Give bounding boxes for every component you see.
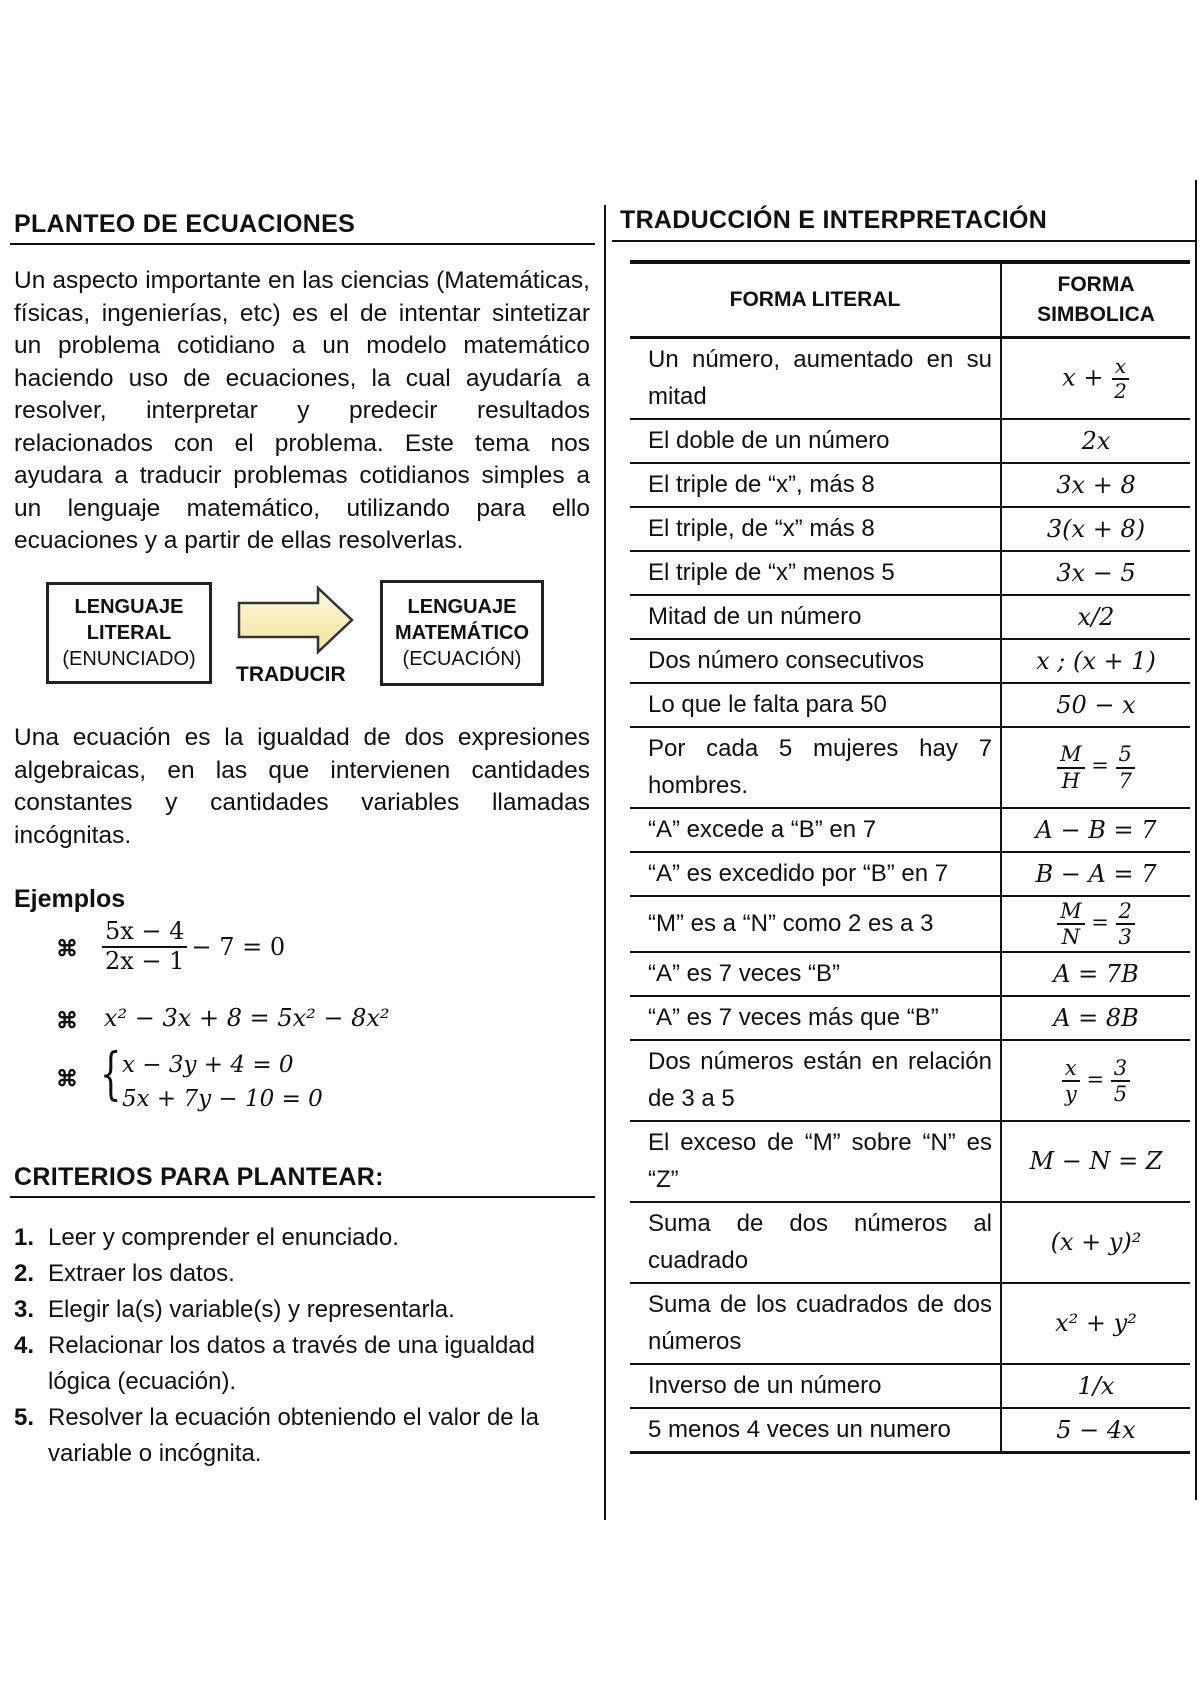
- right-heading-rule: [612, 240, 1197, 242]
- translate-label: TRADUCIR: [236, 663, 346, 686]
- example-2: x² − 3x + 8 = 5x² − 8x²: [104, 1004, 390, 1032]
- example-1-rest: − 7 = 0: [191, 932, 286, 961]
- example-1-numerator: 5x − 4: [102, 918, 187, 948]
- table-row: 5 menos 4 veces un numero 5 − 4x: [630, 1408, 1190, 1453]
- table-row: “A” es 7 veces más que “B” A = 8B: [630, 996, 1190, 1040]
- right-heading: TRADUCCIÓN E INTERPRETACIÓN: [620, 206, 1048, 234]
- criteria-item: 2. Extraer los datos.: [14, 1260, 235, 1287]
- criteria-list: [14, 1220, 592, 1472]
- table-row: El doble de un número 2x: [630, 419, 1190, 463]
- table-row: El triple de “x” menos 5 3x − 5: [630, 551, 1190, 595]
- table-row: Mitad de un número x/2: [630, 595, 1190, 639]
- bullet-icon: ⌘: [56, 1008, 78, 1033]
- example-3: [122, 1048, 323, 1116]
- table-row: Inverso de un número 1/x: [630, 1364, 1190, 1408]
- criteria-heading-rule: [10, 1196, 595, 1198]
- table-row: Un número, aumentado en su mitad x + $\frac{x}{2}$: [630, 338, 1190, 420]
- table-row: Lo que le falta para 50 50 − x: [630, 683, 1190, 727]
- box1-line1: LENGUAJE: [74, 596, 184, 618]
- box1-line2: LITERAL: [86, 622, 172, 644]
- examples-heading: Ejemplos: [14, 885, 126, 913]
- box2-line2: MATEMÁTICO: [394, 622, 530, 644]
- col-symbolic-header: FORMA SIMBOLICA: [1001, 262, 1190, 338]
- table-row: El exceso de “M” sobre “N” es “Z” M − N = Z: [630, 1121, 1190, 1202]
- table-row: El triple, de “x” más 8 3(x + 8): [630, 507, 1190, 551]
- col-literal-header: FORMA LITERAL: [630, 262, 1001, 338]
- equation-definition: Una ecuación es la igualdad de dos expresiones algebraicas, en las que intervienen cantidades constantes y cantidades variables llamadas incógnitas.: [14, 724, 590, 849]
- table-row: Suma de dos números al cuadrado (x + y)²: [630, 1202, 1190, 1283]
- literal-language-box: [46, 582, 212, 684]
- table-row: Por cada 5 mujeres hay 7 hombres. $\frac{M}{H}$ = $\frac{5}{7}$: [630, 727, 1190, 808]
- box1-line3: (ENUNCIADO): [62, 648, 196, 670]
- table-header-row: [630, 262, 1190, 338]
- math-language-box: [380, 580, 544, 686]
- table-row: Dos números están en relación de 3 a 5 $\frac{x}{y}$ = $\frac{3}{5}$: [630, 1040, 1190, 1121]
- bullet-icon: ⌘: [56, 936, 78, 961]
- example-1-denominator: 2x − 1: [105, 946, 185, 975]
- criteria-item: 5. Resolver la ecuación obteniendo el valor de la variable o incógnita.: [14, 1404, 539, 1467]
- left-heading-rule: [10, 243, 595, 245]
- box2-line1: LENGUAJE: [407, 596, 517, 618]
- right-edge-line: [1195, 180, 1197, 1500]
- bullet-icon: ⌘: [56, 1066, 78, 1091]
- translation-table: [630, 260, 1190, 1454]
- table-row: Suma de los cuadrados de dos números x² + y²: [630, 1283, 1190, 1364]
- box2-line3: (ECUACIÓN): [402, 648, 522, 670]
- criteria-item: 4. Relacionar los datos a través de una igualdad lógica (ecuación).: [14, 1332, 535, 1395]
- table-row: “A” excede a “B” en 7 A − B = 7: [630, 808, 1190, 852]
- table-row: El triple de “x”, más 8 3x + 8: [630, 463, 1190, 507]
- brace-icon: {: [100, 1042, 122, 1107]
- example-3-line1: x − 3y + 4 = 0: [122, 1052, 294, 1078]
- table-row: “A” es excedido por “B” en 7 B − A = 7: [630, 852, 1190, 896]
- table-row: “M” es a “N” como 2 es a 3 $\frac{M}{N}$ = $\frac{2}{3}$: [630, 896, 1190, 952]
- intro-paragraph: Un aspecto importante en las ciencias (Matemáticas, físicas, ingenierías, etc) es el de intentar sintetizar un problema cotidiano a un modelo matemático haciendo uso de ecuaciones, la cual ayudaría a resolver, interpretar y predecir resultados relacionados con el problema. Este tema nos ayudara a traducir problemas cotidianos simples a un lenguaje matemático, utilizando para ello ecuaciones y a partir de ellas resolverlas.: [14, 267, 590, 554]
- left-heading: PLANTEO DE ECUACIONES: [14, 210, 356, 238]
- example-3-line2: 5x + 7y − 10 = 0: [122, 1086, 323, 1112]
- criteria-item: 1. Leer y comprender el enunciado.: [14, 1224, 399, 1251]
- criteria-heading: CRITERIOS PARA PLANTEAR:: [14, 1163, 384, 1191]
- column-divider: [604, 205, 606, 1520]
- translate-arrow-icon: [236, 585, 356, 655]
- table-row: “A” es 7 veces “B” A = 7B: [630, 952, 1190, 996]
- criteria-item: 3. Elegir la(s) variable(s) y representarla.: [14, 1296, 455, 1323]
- table-row: Dos número consecutivos x ; (x + 1): [630, 639, 1190, 683]
- example-1: [102, 918, 285, 975]
